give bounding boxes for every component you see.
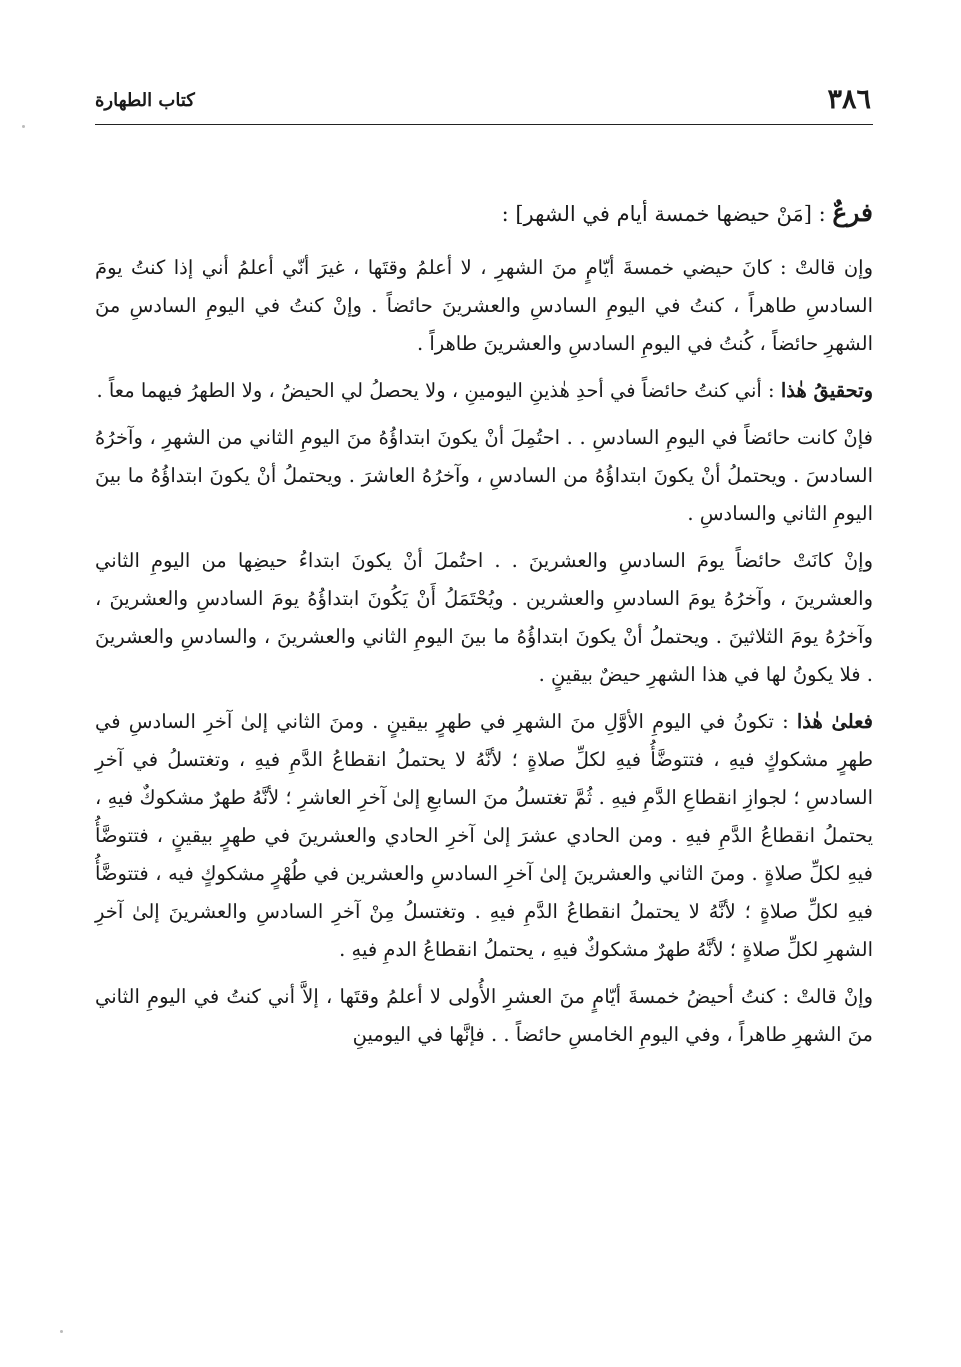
- running-title: كتاب الطهارة: [95, 90, 195, 111]
- paragraph-1: [95, 249, 873, 363]
- paragraph-text: وإن قالتْ : كانَ حيضي خمسةَ أيّامٍ منَ الشهرِ ، لا أعلمُ وقتَها ، غيرَ أنّي أعلمُ أني إذا كنتُ يومَ السادسِ طاهراً ، كنتُ في اليومِ السادسِ والعشرينَ حائضاً . وإنْ كنتُ في اليومِ السادسِ منَ الشهرِ حائضاً ، كُنتُ في اليومِ السادسِ والعشرينَ طاهراً .: [95, 256, 873, 355]
- paragraph-2: [95, 372, 873, 410]
- paragraph-text: : تكونُ في اليومِ الأوَّلِ منَ الشهرِ في طهرٍ بيقينٍ . ومنَ الثاني إلىٰ آخرِ السادسِ في طهرٍ مشكوكٍ فيهِ ، فتتوضَّأُ فيهِ لكلِّ صلاةٍ ؛ لأنَّهُ لا يحتملُ انقطاعُ الدَّمِ فيهِ ، وتغتسلُ في آخرِ السادسِ ؛ لجوازِ انقطاعِ الدَّمِ فيهِ . ثُمَّ تغتسلُ منَ السابعِ إلىٰ آخرِ العاشرِ ؛ لأنَّهُ طهرٌ مشكوكٌ فيهِ ، يحتملُ انقطاعُ الدَّمِ فيهِ . ومن الحادي عشرَ إلىٰ آخرِ الحادي والعشرينَ في طهرٍ بيقينٍ ، فتتوضَّأُ فيهِ لكلِّ صلاةٍ . ومنَ الثاني والعشرينَ إلىٰ آخرِ السادسِ والعشرين في طُهْرٍ مشكوكٍ فيه ، فتتوضَّأُ فيهِ لكلِّ صلاةٍ ؛ لأنَّهُ لا يحتملُ انقطاعُ الدَّمِ فيهِ . وتغتسلُ مِنْ آخرِ السادسِ والعشرينَ إلىٰ آخرِ الشهرِ لكلِّ صلاةٍ ؛ لأنَّهُ طهرٌ مشكوكٌ فيهِ ، يحتملُ انقطاعُ الدمِ فيهِ .: [95, 710, 873, 961]
- main-text: [95, 188, 873, 1063]
- paragraph-text: : أني كنتُ حائضاً في أحدِ هٰذينِ اليومينِ ، ولا يحصلُ لي الحيضُ ، ولا الطهرُ فيهما معاً .: [96, 379, 781, 402]
- paragraph-4: [95, 542, 873, 694]
- paragraph-text: فإنْ كانت حائضاً في اليومِ السادسِ . . احتُمِلَ أنْ يكونَ ابتداؤُهُ منَ اليومِ الثاني من الشهرِ ، وآخرُهُ السادسَ . ويحتملُ أنْ يكونَ ابتداؤُهُ من السادسِ ، وآخرُهُ العاشرَ . ويحتملُ أنْ يكونَ ابتداؤُهُ ما بينَ اليومِ الثاني والسادسِ .: [95, 426, 873, 525]
- heading-text: : [مَنْ حيضها خمسة أيام في الشهر] :: [501, 202, 833, 226]
- paragraph-6: [95, 978, 873, 1054]
- page-number: ٣٨٦: [827, 84, 871, 115]
- paragraph-lead: وتحقيقُ هٰذا: [780, 379, 873, 402]
- page-header: [95, 84, 873, 125]
- heading-lead: فرعٌ: [832, 198, 873, 227]
- margin-speck: [60, 1330, 63, 1333]
- margin-speck: [22, 125, 25, 128]
- paragraph-lead: فعلىٰ هٰذا: [796, 710, 873, 733]
- paragraph-5: [95, 703, 873, 969]
- paragraph-text: وإنْ كانَتْ حائضاً يومَ السادسِ والعشرينَ . . احتُملَ أنْ يكونَ ابتداءُ حيضِها من اليومِ الثاني والعشرينَ ، وآخرُهُ يومَ السادسِ والعشرين . ويُحْتَمَلُ أَنْ يَكُونَ ابتداؤُهُ يومَ السادسِ والعشرينَ ، وآخرُهُ يومَ الثلاثينَ . ويحتملُ أنْ يكونَ ابتداؤُهُ ما بينَ اليومِ الثاني والعشرينَ ، والسادسِ والعشرينَ . فلا يكونُ لها في هذا الشهرِ حيضٌ بيقينٍ .: [95, 549, 873, 686]
- paragraph-text: وإنْ قالتْ : كنتُ أحيضُ خمسةَ أيّامٍ منَ العشرِ الأُولى لا أعلمُ وقتَها ، إلاَّ أني كنتُ في اليومِ الثاني منَ الشهرِ طاهراً ، وفي اليومِ الخامسِ حائضاً . . فإنَّها في اليومينِ: [95, 985, 873, 1046]
- paragraph-3: [95, 419, 873, 533]
- section-heading: [95, 188, 873, 239]
